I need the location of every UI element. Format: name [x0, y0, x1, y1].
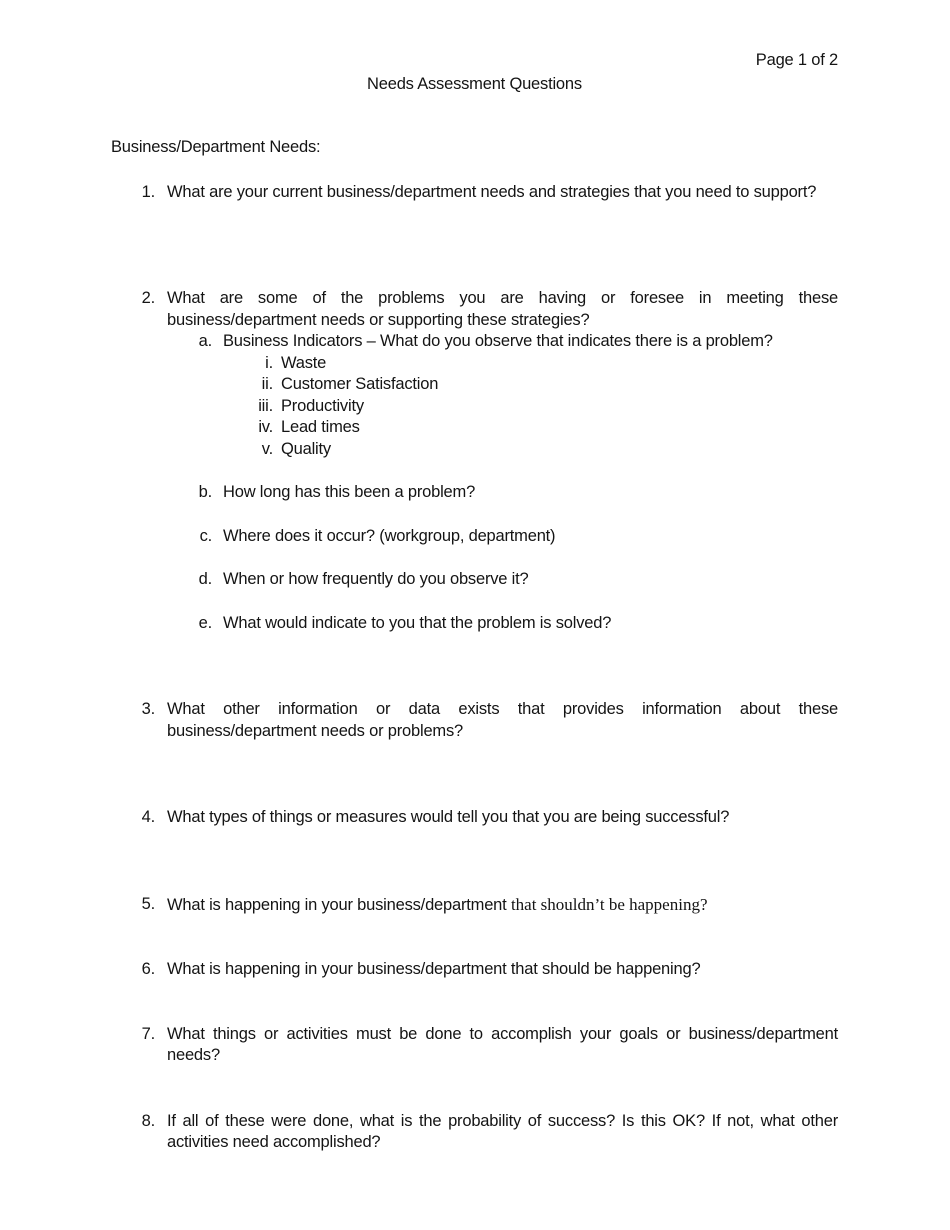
- sub-item-c: [167, 526, 838, 548]
- question-text-sans: What is happening in your business/department: [167, 895, 511, 914]
- question-number: 8.: [141, 1111, 155, 1130]
- question-number: 6.: [141, 960, 155, 978]
- roman-item-iii: [223, 396, 838, 418]
- question-number: 3.: [141, 700, 155, 718]
- sub-item-text: Where does it occur? (workgroup, department): [223, 526, 556, 545]
- roman-item-i: [223, 353, 838, 375]
- question-text: What is happening in your business/department that should be happening?: [167, 960, 701, 978]
- question-text: What are some of the problems you are having or foresee in meeting these business/department needs or supporting these strategies?: [167, 289, 838, 329]
- roman-item-ii: [223, 374, 838, 396]
- sub-item-text: When or how frequently do you observe it?: [223, 570, 529, 588]
- question-item-1: [111, 182, 838, 204]
- question-item-3: [111, 699, 838, 742]
- question-item-4: [111, 807, 838, 829]
- sub-item-text: How long has this been a problem?: [223, 483, 476, 501]
- sub-item-e: [167, 613, 838, 635]
- roman-item-text: Waste: [281, 353, 327, 372]
- question-item-7: [111, 1024, 838, 1067]
- roman-item-text: Lead times: [281, 418, 360, 436]
- section-heading: Business/Department Needs:: [111, 138, 321, 156]
- page-indicator: Page 1 of 2: [755, 51, 838, 69]
- sub-item-b: [167, 482, 838, 504]
- roman-item-text: Customer Satisfaction: [281, 375, 439, 393]
- sub-item-d: [167, 569, 838, 591]
- question-text: What other information or data exists that provides information about these business/department needs or problems?: [167, 700, 838, 740]
- roman-item-v: [223, 439, 838, 461]
- sub-item-letter: c.: [199, 526, 212, 545]
- sub-item-text: What would indicate to you that the problem is solved?: [223, 613, 612, 632]
- question-number: 4.: [141, 808, 155, 826]
- question-text-serif: that shouldn’t be happening?: [510, 894, 708, 914]
- roman-numeral: v.: [261, 439, 273, 458]
- sub-item-letter: e.: [198, 613, 212, 632]
- question-number: 1.: [141, 182, 155, 201]
- question-item-2: [111, 288, 838, 634]
- question-number: 7.: [141, 1024, 155, 1043]
- question-text: What types of things or measures would tell you that you are being successful?: [167, 808, 730, 826]
- question-text: If all of these were done, what is the probability of success? Is this OK? If not, what other activities need accomplished?: [167, 1111, 838, 1151]
- question-item-5: [111, 894, 838, 917]
- question-text: What things or activities must be done to accomplish your goals or business/department needs?: [167, 1024, 838, 1064]
- roman-numeral: iii.: [258, 396, 273, 415]
- question-item-8: [111, 1111, 838, 1154]
- question-number: 2.: [141, 289, 155, 307]
- sub-item-text: Business Indicators – What do you observe that indicates there is a problem?: [223, 332, 773, 350]
- roman-item-iv: [223, 417, 838, 439]
- sub-item-letter: d.: [198, 570, 212, 588]
- question-text: What are your current business/department needs and strategies that you need to support?: [167, 182, 817, 201]
- roman-numeral: i.: [265, 353, 273, 372]
- roman-numeral: ii.: [261, 375, 273, 393]
- question-item-6: [111, 959, 838, 981]
- roman-numeral: iv.: [258, 418, 273, 436]
- page-title: Needs Assessment Questions: [367, 74, 582, 93]
- question-number: 5.: [141, 894, 155, 913]
- roman-item-text: Productivity: [281, 396, 364, 415]
- roman-item-text: Quality: [281, 439, 331, 458]
- question-text: [167, 894, 838, 917]
- sub-item-a: [167, 331, 838, 460]
- sub-item-letter: a.: [198, 332, 212, 350]
- sub-item-letter: b.: [198, 483, 212, 501]
